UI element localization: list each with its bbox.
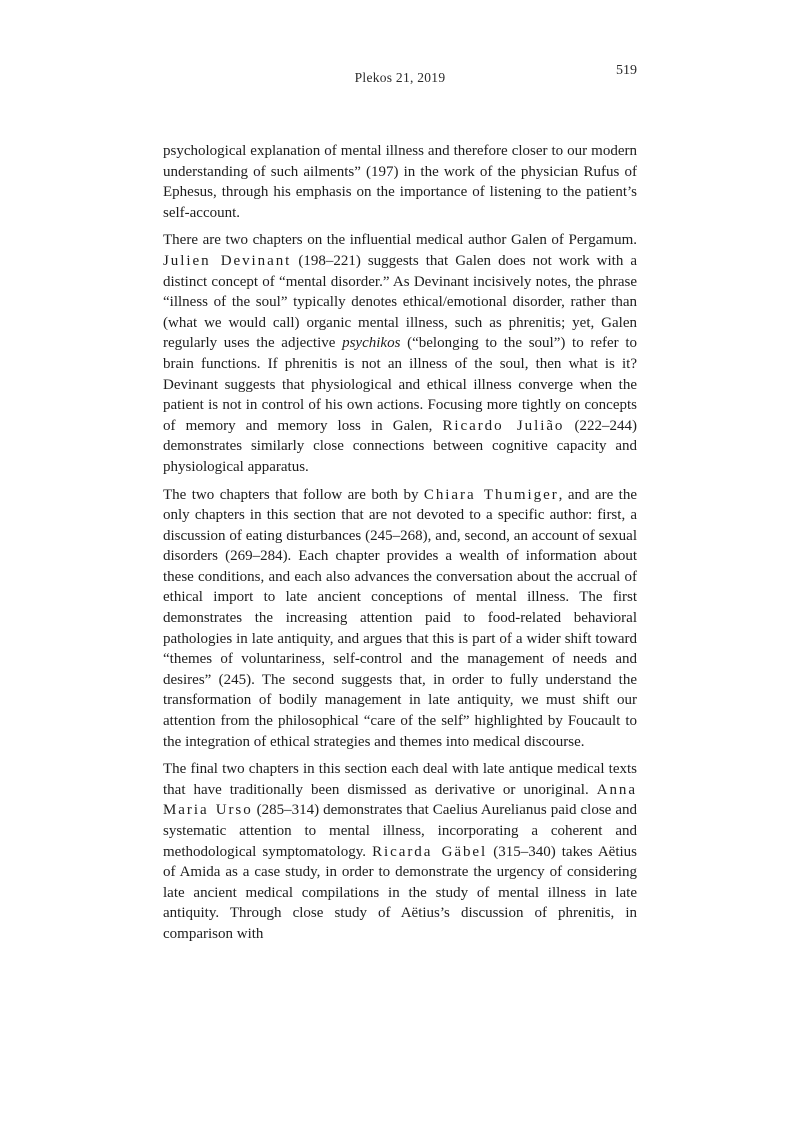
paragraph-4 (163, 759, 637, 944)
paragraph-1 (163, 141, 637, 223)
paragraph-3-text: The two chapters that follow are both by (163, 486, 424, 503)
italic-term-psychikos: psychikos (342, 335, 401, 352)
paragraph-4-text: The final two chapters in this section each deal with late antique medical texts that have traditionally been dismissed as derivative or unoriginal. (163, 761, 637, 798)
paragraph-2 (163, 230, 637, 477)
paragraph-4-text: (285–314) demonstrates that Caelius Aurelianus paid close and systematic attention to mental illness, incorporating a coherent and methodological symptomatology. (163, 802, 637, 860)
paragraph-4-text: (315–340) takes Aëtius of Amida as a case study, in order to demonstrate the urgency of considering late ancient medical compilations in the study of mental illness in late antiquity. Through close study of Aëtius’s discussion of phrenitis, in comparison with (163, 843, 637, 942)
author-name-julien-devinant: Julien Devinant (163, 252, 292, 269)
author-name-ricardo-juliao: Ricardo Julião (442, 417, 565, 434)
paragraph-2-text: (198–221) suggests that Galen does not work with a distinct concept of “mental disorder.” As Devinant incisively notes, the phrase “illness of the soul” typically denotes ethical/emotional disorder, rather than (what we would call) organic mental illness, such as phrenitis; yet, Galen regularly uses the adjective (163, 252, 638, 352)
paragraph-2-text: (“belonging to the soul”) to refer to brain functions. If phrenitis is not an illness of the soul, then what is it? Devinant suggests that physiological and ethical illness converge when the patient is not in control of his own actions. Focusing more tightly on concepts of memory and memory loss in Galen, (163, 335, 637, 434)
paragraph-2-text: There are two chapters on the influential medical author Galen of Pergamum. (163, 232, 637, 249)
author-name-anna-maria-urso: Anna Maria Urso (163, 781, 637, 819)
author-name-chiara-thumiger: Chiara Thumiger (423, 486, 559, 503)
page-header (163, 63, 637, 86)
paragraph-3 (163, 485, 637, 753)
paragraph-3-text: , and are the only chapters in this section that are not devoted to a specific author: first, a discussion of eating disturbances (245–268), and, second, an account of sexual disorders (269–284). Each chapter provides a wealth of information about these conditions, and each also advances the conversation about the accrual of ethical import to late ancient conceptions of mental illness. The first demonstrates the increasing attention paid to food-related behavioral pathologies in late antiquity, and argues that this is part of a wider shift toward “themes of voluntariness, self-control and the management of needs and desires” (245). The second suggests that, in order to fully understand the transformation of bodily management in late antiquity, we must shift our attention from the philosophical “care of the self” highlighted by Foucault to the integration of ethical strategies and themes into medical discourse. (163, 486, 638, 750)
review-text (163, 141, 637, 952)
journal-running-title: Plekos 21, 2019 (354, 70, 446, 85)
page-number: 519 (616, 63, 637, 78)
paragraph-1-text: psychological explanation of mental illness and therefore closer to our modern understanding of such ailments” (197) in the work of the physician Rufus of Ephesus, through his emphasis on the importance of listening to the patient’s self-account. (163, 143, 637, 221)
author-name-ricarda-gabel: Ricarda Gäbel (372, 843, 488, 860)
paragraph-2-text: (222–244) demonstrates similarly close connections between cognitive capacity and physiological apparatus. (163, 417, 637, 475)
